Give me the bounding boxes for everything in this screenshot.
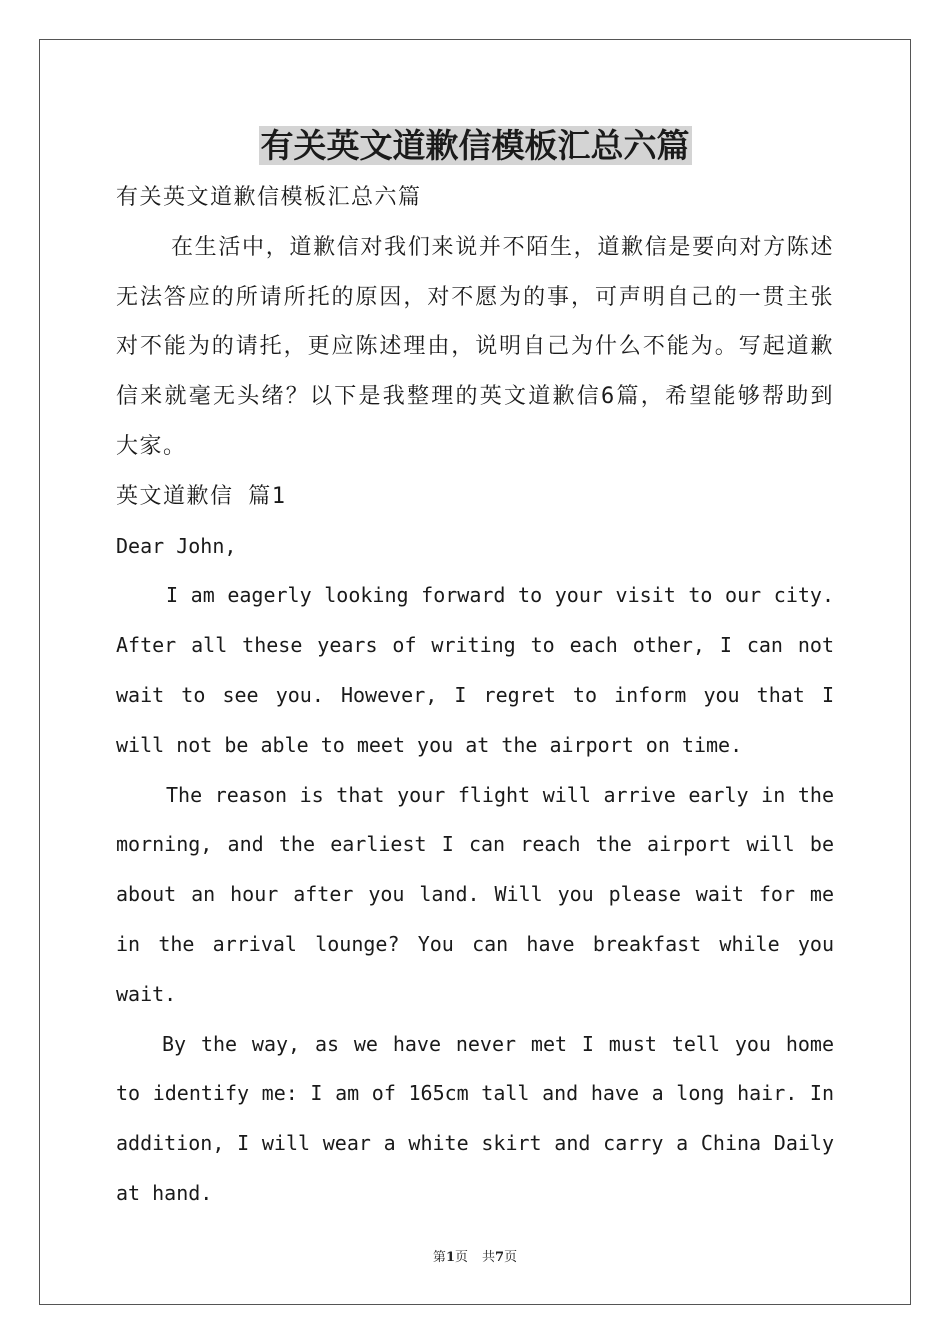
salutation: Dear John, — [116, 533, 237, 558]
section-heading: 英文道歉信 篇1 — [116, 483, 287, 509]
total-suffix: 页 — [504, 1250, 518, 1265]
page-prefix: 第 — [432, 1250, 446, 1265]
letter-paragraph-1: I am eagerly looking forward to your visit to our city. After all these years of writing to each other, I can not wait to see you. However, I regret to inform you that I will not be able to meet you at the airport on time. — [116, 583, 834, 757]
total-prefix: 共 — [482, 1250, 496, 1265]
document-subtitle: 有关英文道歉信模板汇总六篇 — [116, 185, 422, 210]
total-pages: 7 — [495, 1250, 505, 1265]
page-suffix: 页 — [454, 1250, 468, 1265]
page-number: 1 — [445, 1250, 455, 1265]
document-title-text: 有关英文道歉信模板汇总六篇 — [260, 126, 690, 165]
intro-paragraph: 在生活中，道歉信对我们来说并不陌生，道歉信是要向对方陈述无法答应的所请所托的原因，对不愿为的事，可声明自己的一贯主张对不能为的请托，更应陈述理由，说明自己为什么不能为。写起道歉信来就毫无头绪？以下是我整理的英文道歉信6篇，希望能够帮助到大家。 — [116, 234, 834, 459]
letter-paragraph-2: The reason is that your flight will arrive early in the morning, and the earliest I can reach the airport will be about an hour after you land. Will you please wait for me in the arrival lounge? You can have breakfast while you wait. — [116, 782, 834, 1006]
letter-paragraph-3: By the way, as we have never met I must tell you home to identify me: I am of 165cm tall and have a long hair. In addition, I will wear a white skirt and carry a China Daily at hand. — [116, 1031, 834, 1205]
document-title — [0, 123, 950, 169]
document-body — [116, 173, 834, 1219]
page-footer — [0, 1246, 950, 1265]
